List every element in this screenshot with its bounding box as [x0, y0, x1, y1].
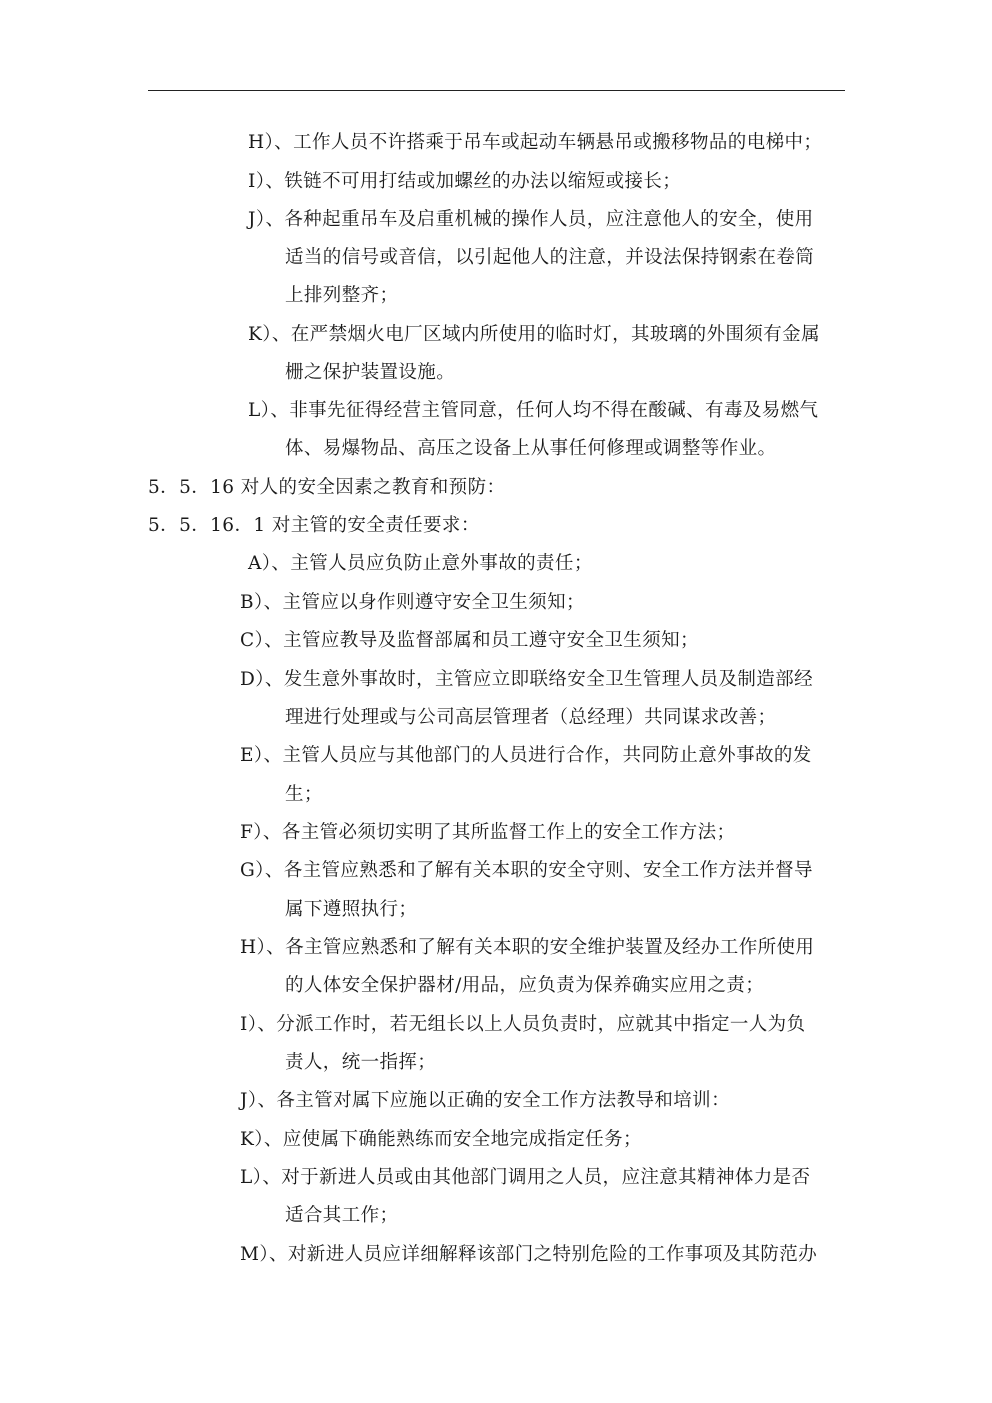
list-item [240, 1090, 730, 1112]
item-text: 各种起重吊车及启重机械的操作人员，应注意他人的安全，使用 [284, 209, 814, 230]
list-item [240, 860, 813, 882]
item-text: 各主管应熟悉和了解有关本职的安全维护装置及经办工作所使用 [285, 937, 815, 958]
item-text: 各主管必须切实明了其所监督工作上的安全工作方法； [281, 822, 736, 843]
item-marker: D）、 [240, 669, 284, 690]
list-item [240, 1167, 810, 1189]
item-text: 对于新进人员或由其他部门调用之人员，应注意其精神体力是否 [281, 1167, 811, 1188]
item-text-continued: 栅之保护装置设施。 [285, 362, 456, 383]
item-text: 非事先征得经营主管同意，任何人均不得在酸碱、有毒及易燃气 [289, 400, 819, 421]
section-heading: 5．5．16 对人的安全因素之教育和预防： [148, 477, 506, 498]
list-item [248, 132, 822, 154]
item-text: 各主管应熟悉和了解有关本职的安全守则、安全工作方法并督导 [283, 860, 813, 881]
item-marker: H）、 [240, 937, 286, 958]
list-item [240, 937, 814, 959]
item-text: 在严禁烟火电厂区域内所使用的临时灯，其玻璃的外围须有金属 [290, 324, 820, 345]
list-item [240, 1244, 817, 1266]
list-item [240, 745, 812, 767]
item-text: 主管应以身作则遵守安全卫生须知； [282, 592, 585, 613]
item-text-continued: 适当的信号或音信，以引起他人的注意，并设法保持钢索在卷筒 [285, 247, 815, 268]
item-marker: H）、 [248, 132, 294, 153]
item-text: 对新进人员应详细解释该部门之特别危险的工作事项及其防范办 [287, 1244, 818, 1265]
item-marker: C）、 [240, 630, 284, 651]
list-item [240, 630, 699, 652]
item-marker: J）、 [240, 1090, 277, 1111]
list-item [240, 822, 735, 844]
list-item [240, 1014, 805, 1036]
item-marker: F）、 [240, 822, 282, 843]
item-text: 主管人员应与其他部门的人员进行合作，共同防止意外事故的发 [282, 745, 812, 766]
item-text: 应使属下确能熟练而安全地完成指定任务； [282, 1129, 642, 1150]
item-marker: L）、 [240, 1167, 282, 1188]
header-rule [148, 90, 845, 91]
item-text-continued: 属下遵照执行； [285, 899, 418, 920]
item-text: 各主管对属下应施以正确的安全工作方法教导和培训： [276, 1090, 730, 1111]
list-item [240, 669, 813, 691]
list-item [248, 400, 818, 422]
item-text: 铁链不可用打结或加螺丝的办法以缩短或接长； [284, 171, 682, 192]
list-item [240, 592, 585, 614]
list-item [248, 171, 681, 193]
item-text-continued: 适合其工作； [285, 1205, 399, 1226]
list-item [248, 553, 593, 575]
item-marker: J）、 [248, 209, 285, 230]
item-marker: M）、 [240, 1244, 288, 1265]
item-text: 分派工作时，若无组长以上人员负责时，应就其中指定一人为负 [276, 1014, 806, 1035]
item-marker: A）、 [248, 553, 291, 574]
item-text: 发生意外事故时，主管应立即联络安全卫生管理人员及制造部经 [283, 669, 813, 690]
list-item [248, 324, 820, 346]
item-text-continued: 上排列整齐； [285, 285, 399, 306]
item-text: 主管应教导及监督部属和员工遵守安全卫生须知； [283, 630, 699, 651]
item-text-continued: 的人体安全保护器材/用品，应负责为保养确实应用之责； [285, 975, 765, 996]
item-marker: E）、 [240, 745, 283, 766]
item-marker: L）、 [248, 400, 290, 421]
item-text: 工作人员不许搭乘于吊车或起动车辆悬吊或搬移物品的电梯中； [293, 132, 823, 153]
item-text-continued: 生； [285, 784, 323, 805]
item-marker: I）、 [240, 1014, 277, 1035]
item-marker: B）、 [240, 592, 283, 613]
list-item [248, 209, 814, 231]
item-text: 主管人员应负防止意外事故的责任； [290, 553, 593, 574]
item-text-continued: 体、易爆物品、高压之设备上从事任何修理或调整等作业。 [285, 438, 777, 459]
item-text-continued: 理进行处理或与公司高层管理者（总经理）共同谋求改善； [285, 707, 777, 728]
subsection-heading: 5．5．16．1 对主管的安全责任要求： [148, 515, 480, 536]
item-marker: G）、 [240, 860, 284, 881]
item-marker: I）、 [248, 171, 285, 192]
item-marker: K）、 [240, 1129, 283, 1150]
item-marker: K）、 [248, 324, 291, 345]
item-text-continued: 责人，统一指挥； [285, 1052, 437, 1073]
list-item [240, 1129, 642, 1151]
